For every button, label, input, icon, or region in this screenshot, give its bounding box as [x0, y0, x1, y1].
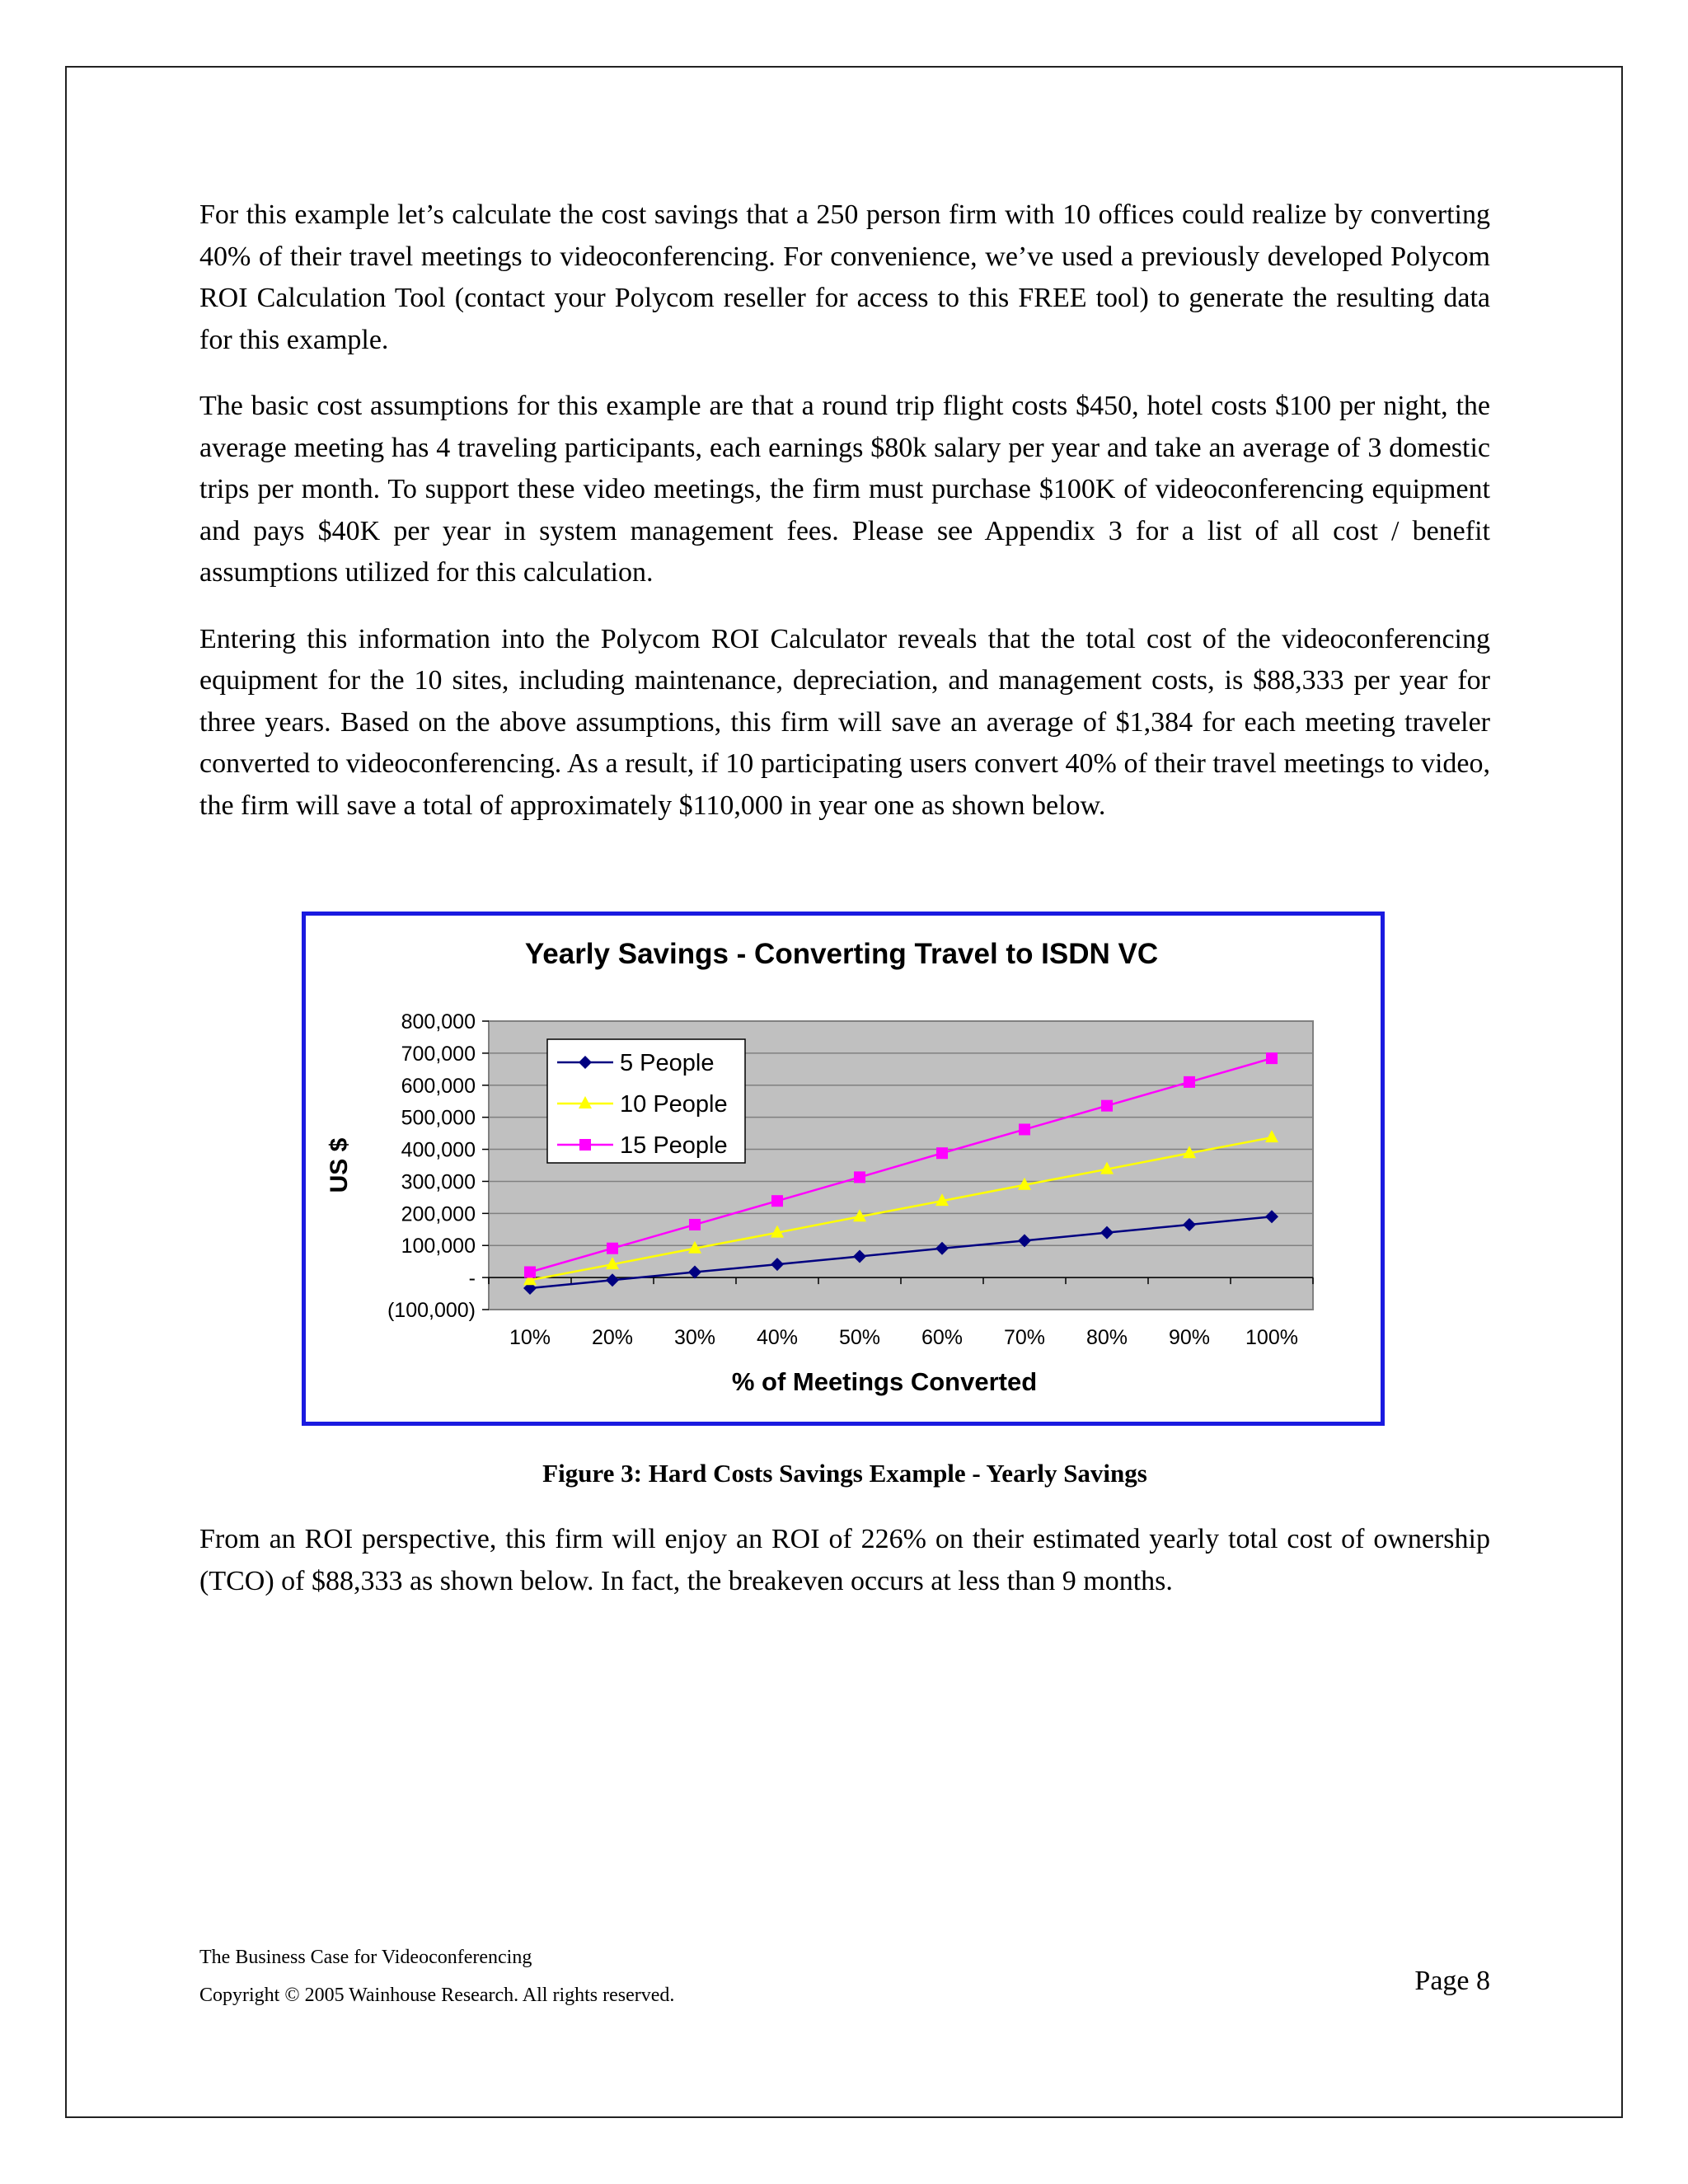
chart-title: Yearly Savings - Converting Travel to ISDN VC	[524, 938, 1159, 970]
yearly-savings-chart	[302, 912, 1385, 1426]
y-axis-ticks	[387, 1010, 489, 1322]
y-tick-label: 100,000	[401, 1235, 476, 1258]
data-point	[1101, 1100, 1113, 1112]
data-point	[854, 1171, 865, 1183]
page-number: Page 8	[1414, 1966, 1490, 1996]
y-tick-label: 500,000	[401, 1106, 476, 1130]
paragraph-assumptions: The basic cost assumptions for this example are that a round trip flight costs $450, hotel costs $100 per night, the average meeting has 4 traveling participants, each earnings $80k salary per year and take an average of 3 domestic trips per month. To support these video meetings, the firm must purchase $100K of videoconferencing equipment and pays $40K per year in system management fees. Please see Appendix 3 for a list of all cost / benefit assumptions utilized for this calculation.	[199, 391, 1490, 588]
figure-caption: Figure 3: Hard Costs Savings Example - Yearly Savings	[542, 1459, 1147, 1488]
data-point	[936, 1147, 948, 1159]
y-tick-label: 700,000	[401, 1042, 476, 1066]
y-tick-label: 400,000	[401, 1138, 476, 1162]
data-point	[1184, 1076, 1195, 1088]
x-tick-label: 20%	[591, 1326, 634, 1349]
x-tick-label: 70%	[1003, 1326, 1046, 1349]
y-tick-label: 600,000	[401, 1074, 476, 1098]
y-tick-label: -	[468, 1267, 476, 1291]
x-axis-label: % of Meetings Converted	[731, 1367, 1038, 1396]
footer-copyright: Copyright © 2005 Wainhouse Research. All rights reserved.	[199, 1985, 675, 2006]
paragraph-roi: From an ROI perspective, this firm will enjoy an ROI of 226% on their estimated yearly total cost of ownership (TCO) of $88,333 as shown below. In fact, the breakeven occurs at less than 9 months.	[199, 1524, 1490, 1596]
legend-label: 10 People	[620, 1091, 728, 1118]
footer-title: The Business Case for Videoconferencing	[199, 1947, 532, 1968]
chart-canvas	[306, 916, 1381, 1422]
legend-label: 5 People	[620, 1050, 715, 1076]
data-point	[524, 1267, 536, 1278]
data-point	[1019, 1123, 1030, 1135]
x-tick-label: 40%	[756, 1326, 799, 1349]
footer	[199, 1938, 674, 2014]
paragraph-intro: For this example let’s calculate the cost savings that a 250 person firm with 10 offices could realize by converting 40% of their travel meetings to videoconferencing. For convenience, we’ve used a previously developed Polycom ROI Calculation Tool (contact your Polycom reseller for access to this FREE tool) to generate the resulting data for this example.	[199, 199, 1490, 355]
legend-label: 15 People	[620, 1132, 728, 1159]
paragraph-calculator: Entering this information into the Polycom ROI Calculator reveals that the total cost of the videoconferencing equipment for the 10 sites, including maintenance, depreciation, and management costs, is $88,333 per year for three years. Based on the above assumptions, this firm will save an average of $1,384 for each meeting traveler converted to videoconferencing. As a result, if 10 participating users convert 40% of their travel meetings to video, the firm will save a total of approximately $110,000 in year one as shown below.	[199, 623, 1490, 821]
body-text	[199, 194, 1490, 851]
x-tick-label: 50%	[838, 1326, 881, 1349]
data-point	[1266, 1052, 1278, 1064]
x-tick-label: 90%	[1168, 1326, 1211, 1349]
x-tick-label: 10%	[509, 1326, 551, 1349]
data-point	[771, 1195, 783, 1207]
y-tick-label: 800,000	[401, 1010, 476, 1033]
x-tick-label: 80%	[1085, 1326, 1128, 1349]
x-tick-label: 30%	[673, 1326, 716, 1349]
y-tick-label: 200,000	[401, 1202, 476, 1226]
data-point	[607, 1243, 618, 1254]
x-tick-label: 60%	[921, 1326, 964, 1349]
legend-marker	[579, 1139, 591, 1151]
y-axis-label: US $	[326, 1137, 353, 1193]
y-tick-label: (100,000)	[387, 1299, 476, 1322]
y-tick-label: 300,000	[401, 1170, 476, 1194]
x-tick-label: 100%	[1245, 1326, 1298, 1349]
closing-text	[199, 1519, 1490, 1627]
data-point	[689, 1219, 701, 1230]
chart-legend	[547, 1039, 745, 1163]
